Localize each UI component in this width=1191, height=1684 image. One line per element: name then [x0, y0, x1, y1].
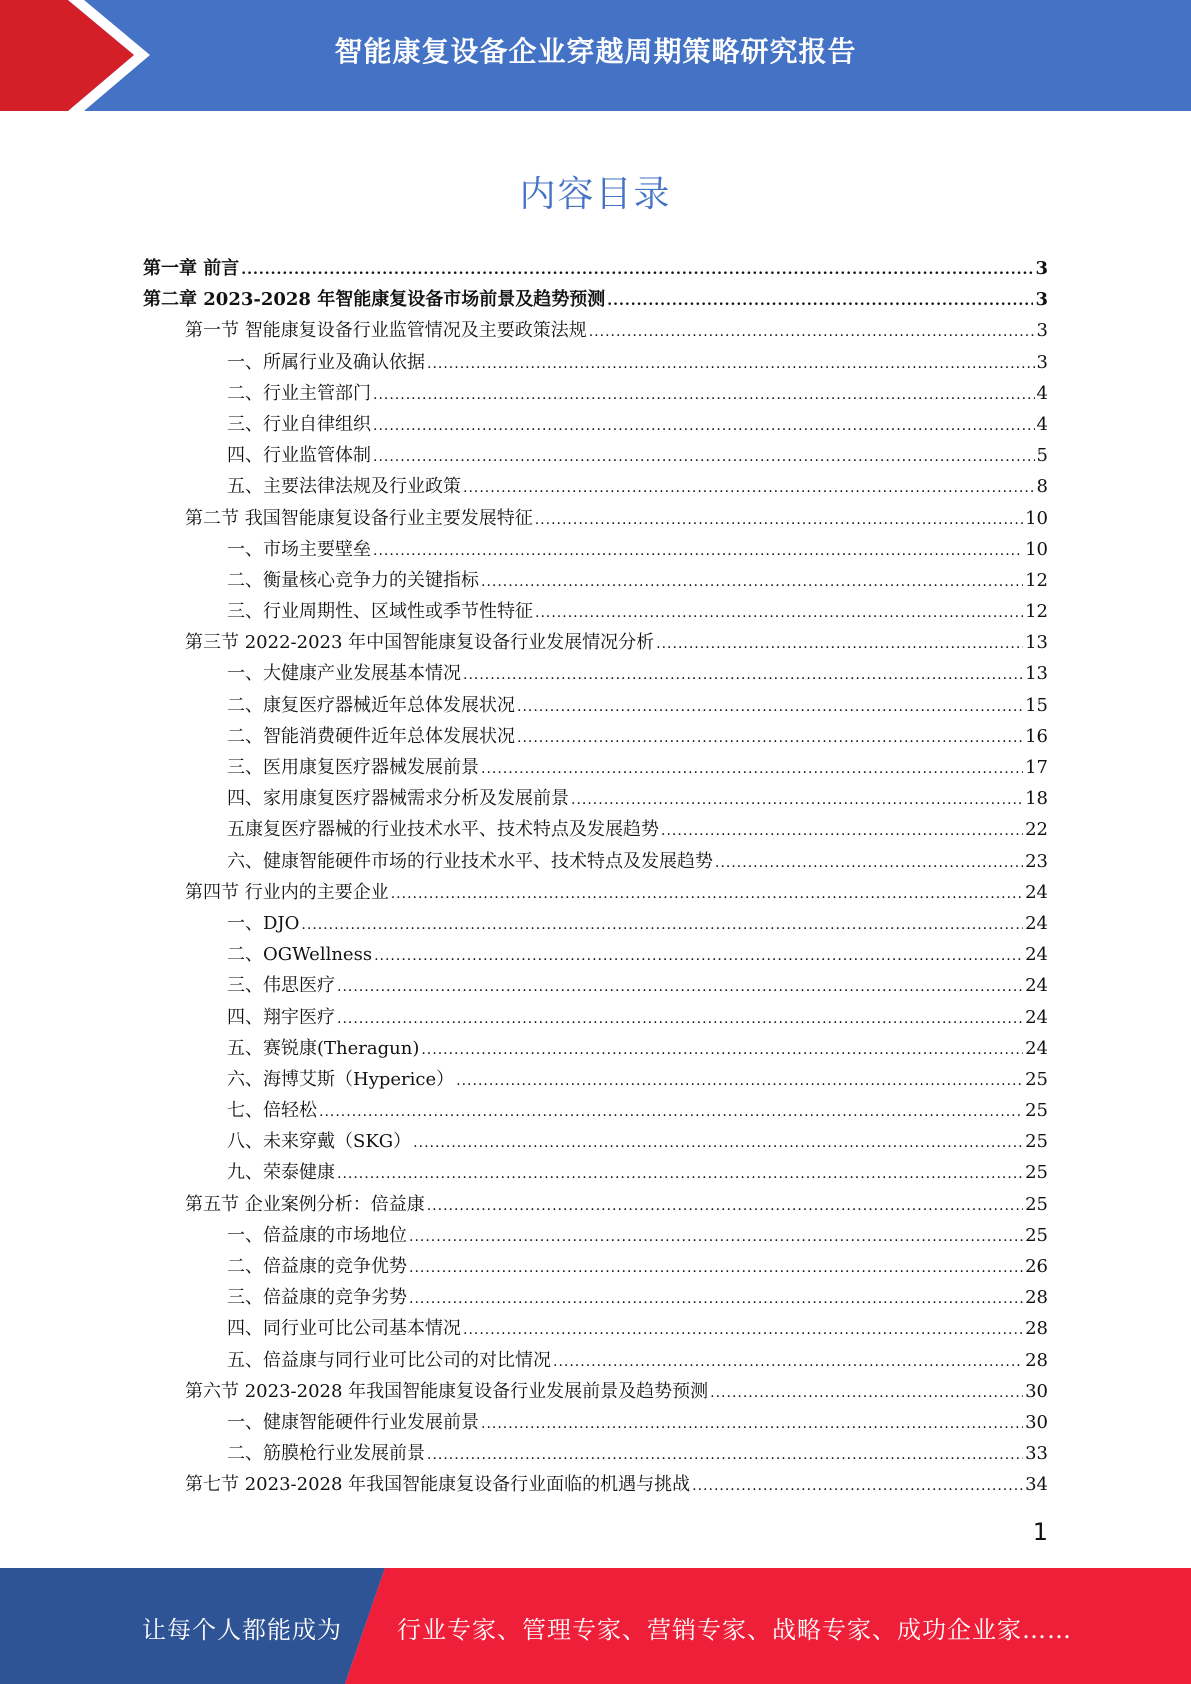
toc-entry-page: 3 — [1036, 351, 1048, 373]
toc-entry[interactable] — [143, 970, 1048, 1001]
toc-entry-title: 二、OGWellness — [227, 944, 373, 966]
toc-entry-page: 18 — [1025, 788, 1048, 810]
toc-leader-dots — [571, 785, 1023, 816]
toc-entry-page: 25 — [1025, 1193, 1048, 1215]
toc-entry[interactable] — [143, 315, 1048, 346]
toc-entry-page: 3 — [1036, 320, 1048, 342]
toc-leader-dots — [391, 879, 1023, 910]
toc-entry[interactable] — [143, 534, 1048, 565]
toc-entry-title: 一、市场主要壁垒 — [227, 538, 371, 560]
toc-leader-dots — [607, 286, 1033, 317]
toc-leader-dots — [456, 1066, 1023, 1097]
toc-entry-title: 三、行业自律组织 — [227, 413, 371, 435]
toc-entry-page: 28 — [1025, 1349, 1048, 1371]
toc-entry-title: 二、智能消费硬件近年总体发展状况 — [227, 725, 515, 747]
toc-leader-dots — [373, 411, 1035, 442]
toc-entry[interactable] — [143, 1095, 1048, 1126]
toc-entry[interactable] — [143, 253, 1048, 284]
toc-entry-page: 5 — [1036, 445, 1048, 467]
toc-leader-dots — [553, 1347, 1023, 1378]
toc-leader-dots — [409, 1222, 1023, 1253]
toc-entry-page: 16 — [1025, 725, 1048, 747]
toc-entry-title: 二、倍益康的竞争优势 — [227, 1256, 407, 1277]
toc-entry-title: 第四节 行业内的主要企业 — [185, 881, 389, 903]
toc-entry-title: 二、筋膜枪行业发展前景 — [227, 1443, 425, 1465]
toc-entry-title: 一、所属行业及确认依据 — [227, 351, 425, 373]
toc-heading: 内容目录 — [519, 174, 672, 215]
toc-leader-dots — [589, 317, 1035, 348]
toc-entry-page: 28 — [1025, 1318, 1048, 1340]
toc-entry[interactable] — [143, 503, 1048, 534]
toc-entry-page: 12 — [1025, 569, 1048, 591]
toc-entry-title: 四、家用康复医疗器械需求分析及发展前景 — [227, 788, 569, 810]
toc-entry-page: 26 — [1025, 1256, 1048, 1277]
toc-leader-dots — [517, 723, 1023, 754]
toc-entry-title: 一、DJO — [227, 912, 300, 934]
toc-entry-title: 三、行业周期性、区域性或季节性特征 — [227, 601, 533, 623]
toc-entry-page: 25 — [1025, 1224, 1048, 1246]
toc-entry-page: 25 — [1025, 1068, 1048, 1090]
toc-entry[interactable] — [143, 846, 1048, 877]
toc-leader-dots — [481, 567, 1023, 598]
toc-entry[interactable] — [143, 440, 1048, 471]
toc-entry-title: 五、赛锐康(Theragun) — [227, 1037, 420, 1059]
toc-entry-page: 25 — [1025, 1162, 1048, 1184]
toc-leader-dots — [373, 536, 1023, 567]
toc-entry-page: 23 — [1025, 850, 1048, 872]
page-footer — [0, 1568, 1191, 1684]
toc-entry-title: 五、主要法律法规及行业政策 — [227, 476, 461, 498]
toc-entry-title: 第二章 2023-2028 年智能康复设备市场前景及趋势预测 — [143, 289, 606, 311]
toc-entry-title: 八、未来穿戴（SKG） — [227, 1131, 412, 1153]
toc-entry[interactable] — [143, 1002, 1048, 1033]
footer-slogan-right: 行业专家、管理专家、营销专家、战略专家、成功企业家…… — [397, 1616, 1072, 1644]
toc-entry-title: 一、倍益康的市场地位 — [227, 1224, 407, 1246]
toc-entry[interactable] — [143, 596, 1048, 627]
toc-entry-page: 17 — [1025, 757, 1048, 778]
toc-entry-page: 12 — [1025, 601, 1048, 623]
toc-entry-title: 第三节 2022-2023 年中国智能康复设备行业发展情况分析 — [185, 632, 655, 654]
toc-leader-dots — [463, 473, 1035, 504]
toc-entry-title: 九、荣泰健康 — [227, 1162, 335, 1184]
toc-entry-page: 24 — [1025, 881, 1048, 903]
toc-entry-page: 3 — [1035, 258, 1048, 279]
toc-leader-dots — [337, 1004, 1023, 1035]
toc-entry-title: 第一章 前言 — [143, 258, 240, 279]
toc-entry-title: 二、行业主管部门 — [227, 382, 371, 404]
toc-entry[interactable] — [143, 814, 1048, 845]
report-title: 智能康复设备企业穿越周期策略研究报告 — [334, 35, 857, 68]
toc-entry-title: 三、医用康复医疗器械发展前景 — [227, 757, 479, 778]
toc-leader-dots — [319, 1097, 1023, 1128]
toc-leader-dots — [373, 380, 1035, 411]
toc-leader-dots — [463, 660, 1023, 691]
toc-entry[interactable] — [143, 877, 1048, 908]
toc-leader-dots — [337, 972, 1023, 1003]
toc-entry[interactable] — [143, 783, 1048, 814]
toc-entry[interactable] — [143, 1220, 1048, 1251]
toc-entry-page: 15 — [1025, 694, 1048, 716]
toc-entry-title: 一、大健康产业发展基本情况 — [227, 663, 461, 685]
toc-leader-dots — [692, 1471, 1023, 1502]
footer-slogan-left: 让每个人都能成为 — [142, 1616, 342, 1644]
toc-entry-title: 七、倍轻松 — [227, 1100, 317, 1122]
toc-entry[interactable] — [143, 1438, 1048, 1469]
toc-leader-dots — [715, 848, 1023, 879]
toc-entry-page: 34 — [1025, 1474, 1048, 1496]
toc-entry[interactable] — [143, 565, 1048, 596]
toc-entry-page: 4 — [1036, 382, 1048, 404]
toc-entry[interactable] — [143, 1157, 1048, 1188]
toc-entry-page: 4 — [1036, 413, 1048, 435]
toc-entry[interactable] — [143, 752, 1048, 783]
toc-entry-title: 四、同行业可比公司基本情况 — [227, 1318, 461, 1340]
toc-entry[interactable] — [143, 1376, 1048, 1407]
toc-entry[interactable] — [143, 347, 1048, 378]
toc-entry[interactable] — [143, 1251, 1048, 1282]
toc-entry-title: 二、衡量核心竞争力的关键指标 — [227, 569, 479, 591]
toc-leader-dots — [517, 692, 1023, 723]
toc-entry-page: 8 — [1036, 476, 1048, 498]
toc-leader-dots — [337, 1159, 1023, 1190]
toc-entry-page: 30 — [1025, 1411, 1048, 1433]
toc-entry-page: 24 — [1025, 944, 1048, 966]
toc-entry-page: 33 — [1025, 1443, 1048, 1465]
toc-leader-dots — [427, 1191, 1023, 1222]
toc-entry-title: 一、健康智能硬件行业发展前景 — [227, 1411, 479, 1433]
table-of-contents — [143, 253, 1048, 1501]
toc-leader-dots — [463, 1315, 1023, 1346]
toc-entry-title: 六、健康智能硬件市场的行业技术水平、技术特点及发展趋势 — [227, 850, 713, 872]
toc-entry[interactable] — [143, 1189, 1048, 1220]
toc-entry-title: 四、行业监管体制 — [227, 445, 371, 467]
toc-leader-dots — [661, 816, 1023, 847]
page-number: 1 — [1032, 1518, 1048, 1546]
toc-entry-title: 第一节 智能康复设备行业监管情况及主要政策法规 — [185, 320, 587, 342]
toc-entry-page: 28 — [1025, 1287, 1048, 1309]
toc-entry[interactable] — [143, 908, 1048, 939]
toc-entry[interactable] — [143, 721, 1048, 752]
toc-entry-title: 二、康复医疗器械近年总体发展状况 — [227, 694, 515, 716]
toc-leader-dots — [409, 1284, 1023, 1315]
toc-entry[interactable] — [143, 1313, 1048, 1344]
toc-entry-page: 10 — [1025, 538, 1048, 560]
toc-entry[interactable] — [143, 658, 1048, 689]
toc-leader-dots — [427, 1440, 1023, 1471]
toc-entry-title: 第七节 2023-2028 年我国智能康复设备行业面临的机遇与挑战 — [185, 1474, 691, 1496]
toc-entry-page: 24 — [1025, 975, 1048, 997]
toc-entry[interactable] — [143, 627, 1048, 658]
toc-entry[interactable] — [143, 1126, 1048, 1157]
page-header — [0, 0, 1191, 111]
toc-entry-page: 22 — [1025, 819, 1048, 841]
toc-entry-title: 五康复医疗器械的行业技术水平、技术特点及发展趋势 — [227, 819, 659, 841]
toc-entry[interactable] — [143, 1407, 1048, 1438]
toc-leader-dots — [710, 1378, 1023, 1409]
toc-leader-dots — [535, 505, 1023, 536]
toc-entry-title: 四、翔宇医疗 — [227, 1006, 335, 1028]
toc-leader-dots — [373, 442, 1035, 473]
toc-entry-page: 13 — [1025, 632, 1048, 654]
toc-entry-page: 10 — [1025, 507, 1048, 529]
toc-leader-dots — [535, 598, 1023, 629]
toc-entry-page: 25 — [1025, 1100, 1048, 1122]
toc-entry-title: 第五节 企业案例分析：倍益康 — [185, 1193, 425, 1215]
toc-leader-dots — [427, 349, 1035, 380]
toc-entry[interactable] — [143, 1345, 1048, 1376]
toc-entry-page: 30 — [1025, 1380, 1048, 1402]
toc-leader-dots — [656, 629, 1023, 660]
toc-entry[interactable] — [143, 378, 1048, 409]
toc-entry[interactable] — [143, 1282, 1048, 1313]
toc-entry-title: 第二节 我国智能康复设备行业主要发展特征 — [185, 507, 533, 529]
toc-leader-dots — [413, 1128, 1023, 1159]
toc-entry-page: 25 — [1025, 1131, 1048, 1153]
toc-entry[interactable] — [143, 1033, 1048, 1064]
toc-entry-page: 24 — [1025, 912, 1048, 934]
toc-entry[interactable] — [143, 1064, 1048, 1095]
toc-entry-title: 三、倍益康的竞争劣势 — [227, 1287, 407, 1309]
toc-leader-dots — [421, 1035, 1023, 1066]
toc-leader-dots — [481, 1409, 1023, 1440]
toc-entry-page: 3 — [1035, 289, 1048, 311]
toc-leader-dots — [481, 754, 1023, 785]
toc-entry[interactable] — [143, 690, 1048, 721]
toc-entry[interactable] — [143, 284, 1048, 315]
toc-entry-page: 24 — [1025, 1037, 1048, 1059]
toc-leader-dots — [409, 1253, 1023, 1284]
toc-leader-dots — [301, 910, 1023, 941]
toc-entry[interactable] — [143, 409, 1048, 440]
toc-entry[interactable] — [143, 1469, 1048, 1500]
toc-entry-title: 五、倍益康与同行业可比公司的对比情况 — [227, 1349, 551, 1371]
toc-entry-title: 六、海博艾斯（Hyperice） — [227, 1068, 455, 1090]
toc-entry-title: 第六节 2023-2028 年我国智能康复设备行业发展前景及趋势预测 — [185, 1380, 709, 1402]
toc-entry[interactable] — [143, 939, 1048, 970]
toc-entry-page: 24 — [1025, 1006, 1048, 1028]
toc-leader-dots — [374, 941, 1023, 972]
toc-leader-dots — [241, 255, 1033, 286]
toc-entry-page: 13 — [1025, 663, 1048, 685]
toc-entry-title: 三、伟思医疗 — [227, 975, 335, 997]
toc-entry[interactable] — [143, 471, 1048, 502]
